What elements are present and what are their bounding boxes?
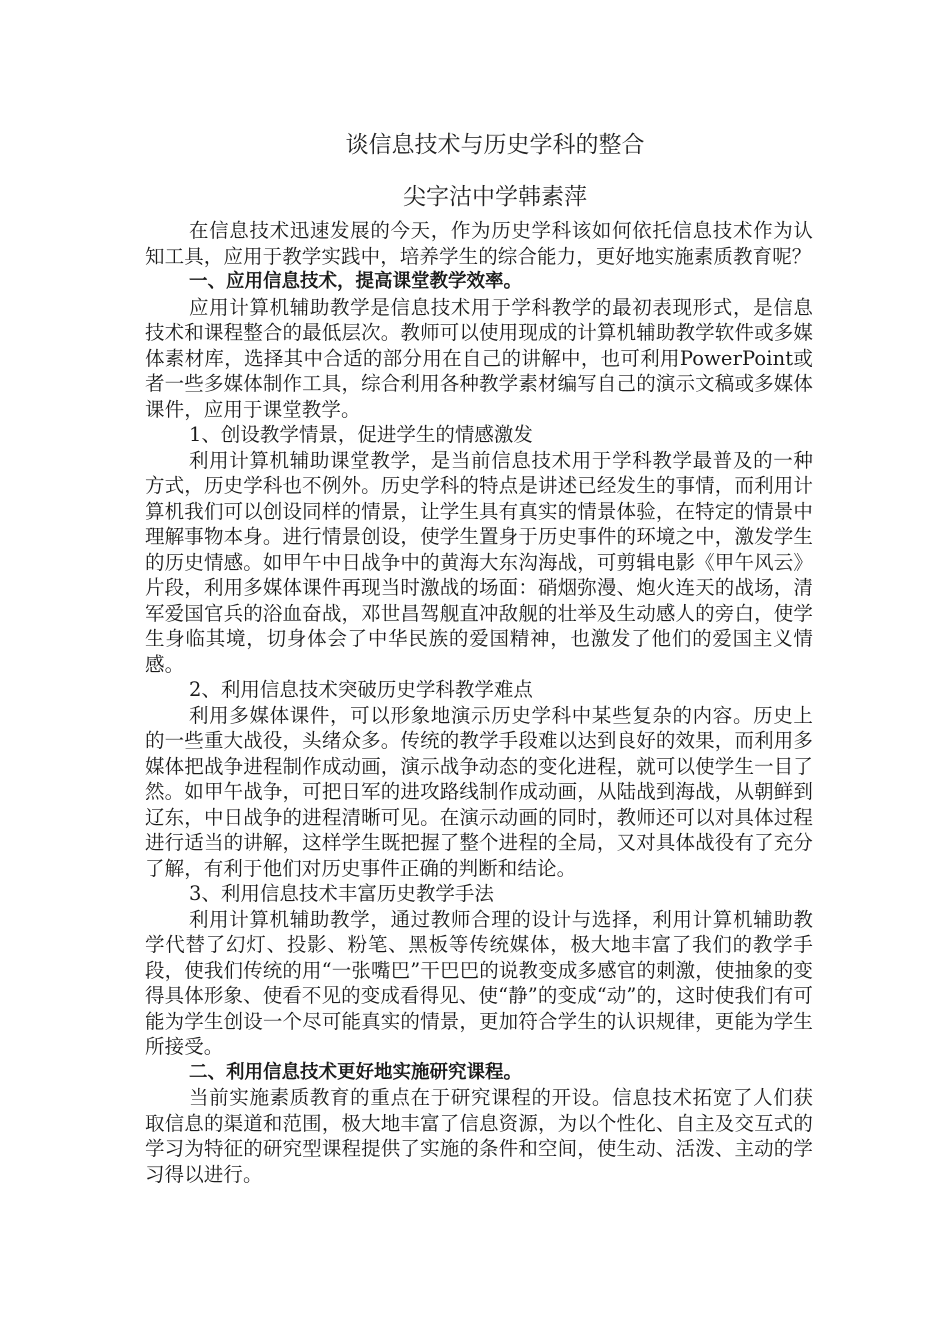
- subsection-2-heading: 2、利用信息技术突破历史学科教学难点: [189, 678, 533, 701]
- subsection-3-paragraph: 利用计算机辅助教学，通过教师合理的设计与选择，利用计算机辅助教学代替了幻灯、投影、粉笔、黑板等传统媒体，极大地丰富了我们的教学手段，使我们传统的用“一张嘴巴”干巴巴的说教变成多感官的刺激，使抽象的变得具体形象、使看不见的变成看得见、使“静”的变成“动”的，这时使我们有可能为学生创设一个尽可能真实的情景，更加符合学生的认识规律，更能为学生所接受。: [145, 907, 813, 1058]
- subsection-1-heading: 1、创设教学情景，促进学生的情感激发: [189, 423, 533, 446]
- subsection-3-heading: 3、利用信息技术丰富历史教学手法: [189, 882, 494, 905]
- document-title: 谈信息技术与历史学科的整合: [345, 132, 645, 158]
- document-author: 尖字沽中学韩素萍: [403, 184, 587, 210]
- subsection-2-paragraph: 利用多媒体课件，可以形象地演示历史学科中某些复杂的内容。历史上的一些重大战役，头绪众多。传统的教学手段难以达到良好的效果，而利用多媒体把战争进程制作成动画，演示战争动态的变化进程，就可以使学生一目了然。如甲午战争，可把日军的进攻路线制作成动画，从陆战到海战，从朝鲜到辽东，中日战争的进程清晰可见。在演示动画的同时，教师还可以对具体过程进行适当的讲解，这样学生既把握了整个进程的全局，又对具体战役有了充分了解，有利于他们对历史事件正确的判断和结论。: [145, 703, 813, 880]
- section-1-heading: 一、应用信息技术，提高课堂教学效率。: [189, 271, 523, 292]
- document-page: [145, 130, 813, 1187]
- section-1-paragraph: 应用计算机辅助教学是信息技术用于学科教学的最初表现形式，是信息技术和课程整合的最低层次。教师可以使用现成的计算机辅助教学软件或多媒体素材库，选择其中合适的部分用在自己的讲解中，也可利用PowerPoint或者一些多媒体制作工具，综合利用各种教学素材编写自己的演示文稿或多媒体课件，应用于课堂教学。: [145, 295, 813, 421]
- subsection-1-paragraph: 利用计算机辅助课堂教学，是当前信息技术用于学科教学最普及的一种方式，历史学科也不例外。历史学科的特点是讲述已经发生的事情，而利用计算机我们可以创设同样的情景，让学生具有真实的情景体验，在特定的情景中理解事物本身。进行情景创设，使学生置身于历史事件的环境之中，激发学生的历史情感。如甲午中日战争中的黄海大东沟海战，可剪辑电影《甲午风云》片段，利用多媒体课件再现当时激战的场面：硝烟弥漫、炮火连天的战场，清军爱国官兵的浴血奋战，邓世昌驾舰直冲敌舰的壮举及生动感人的旁白，使学生身临其境，切身体会了中华民族的爱国精神，也激发了他们的爱国主义情感。: [145, 448, 813, 676]
- section-2-heading: 二、利用信息技术更好地实施研究课程。: [189, 1061, 523, 1083]
- intro-paragraph: 在信息技术迅速发展的今天，作为历史学科该如何依托信息技术作为认知工具，应用于教学实践中，培养学生的综合能力，更好地实施素质教育呢？: [145, 219, 813, 268]
- section-2-paragraph: 当前实施素质教育的重点在于研究课程的开设。信息技术拓宽了人们获取信息的渠道和范围，极大地丰富了信息资源，为以个性化、自主及交互式的学习为特征的研究型课程提供了实施的条件和空间，使生动、活泼、主动的学习得以进行。: [145, 1086, 813, 1186]
